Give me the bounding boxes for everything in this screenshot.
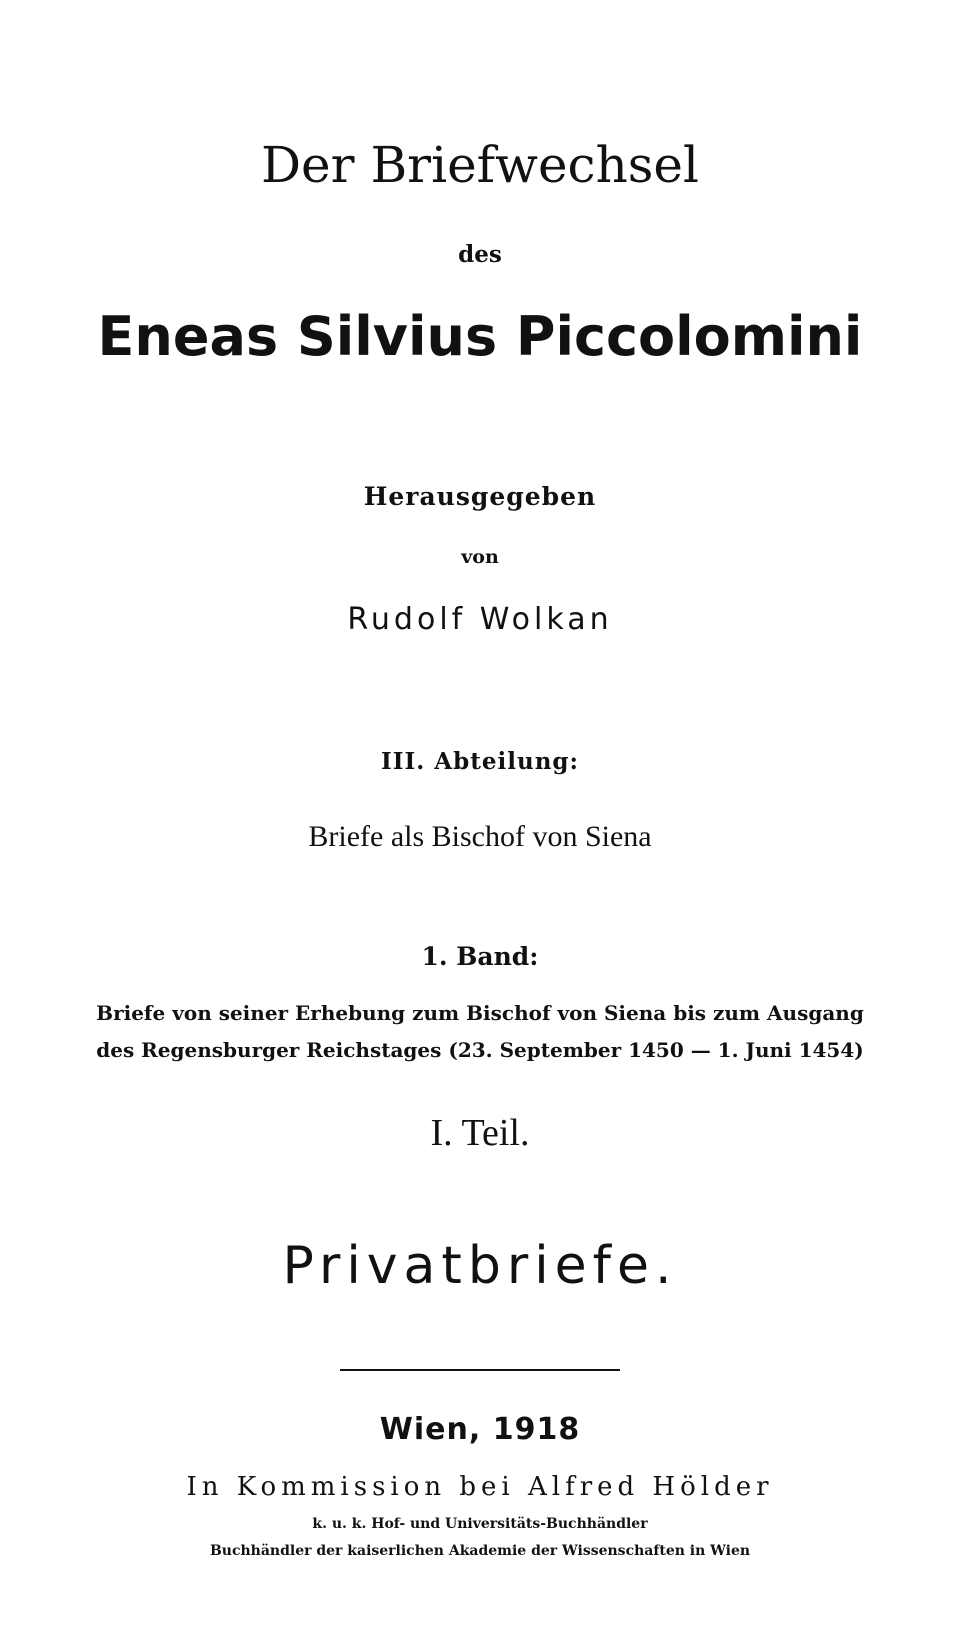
title-connector: des [458, 241, 502, 268]
imprint-commission: In Kommission bei Alfred Hölder [186, 1472, 774, 1502]
imprint-bookseller-line-2: Buchhändler der kaiserlichen Akademie der Wissenschaften in Wien [209, 1543, 751, 1559]
section-label: III. Abteilung: [381, 748, 579, 775]
section-title: Briefe als Bischof von Siena [308, 820, 652, 853]
imprint-place-year: Wien, 1918 [379, 1412, 581, 1447]
editor-preposition: von [461, 546, 499, 568]
divider-rule [340, 1369, 620, 1371]
volume-subtitle: Privatbriefe. [282, 1236, 678, 1296]
band-description-line-1: Briefe von seiner Erhebung zum Bischof von Siena bis zum Ausgang [96, 1001, 864, 1025]
author-name: Eneas Silvius Piccolomini [97, 305, 863, 368]
imprint-bookseller-line-1: k. u. k. Hof- und Universitäts-Buchhändler [312, 1516, 648, 1532]
main-title: Der Briefwechsel [260, 136, 700, 194]
band-description-line-2: des Regensburger Reichstages (23. September 1450 — 1. Juni 1454) [96, 1038, 864, 1062]
band-label: 1. Band: [421, 942, 539, 971]
editor-label: Herausgegeben [363, 482, 597, 511]
editor-name: Rudolf Wolkan [347, 602, 613, 637]
part-label: I. Teil. [430, 1112, 530, 1154]
